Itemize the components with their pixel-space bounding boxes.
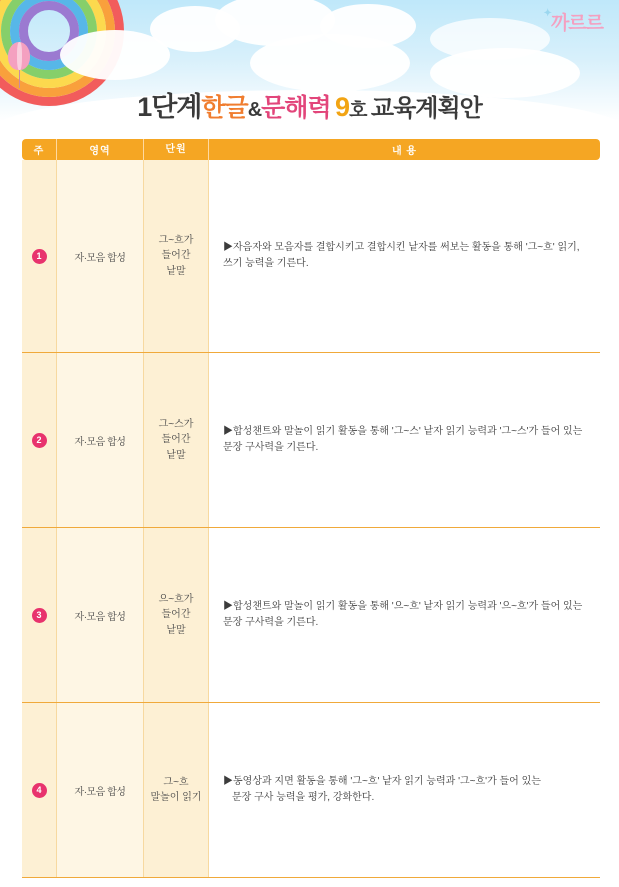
column-header-area: 영역	[57, 139, 144, 160]
week-badge: 2	[32, 433, 47, 448]
title-stage: 1단계	[137, 92, 202, 122]
content-line: ▶합성챈트와 말놀이 읽기 활동을 통해 '으~흐' 낱자 읽기 능력과 '으~흐'가 들어 있는 문장 구사력을 기른다.	[223, 601, 583, 628]
cell-area: 자·모음 합성	[57, 703, 144, 878]
cell-unit: 그~흐가 들어간 낱말	[144, 160, 209, 353]
content-line: ▶자음자와 모음자를 결합시키고 결합시킨 낱자를 써보는 활동을 통해 '그~흐' 읽기, 쓰기 능력을 기른다.	[223, 242, 580, 269]
sparkle-icon: ✦	[543, 8, 551, 19]
title-plan: 교육계획안	[370, 95, 482, 122]
title-hangul: 한글	[201, 94, 248, 122]
education-plan-table-wrapper	[22, 139, 600, 878]
table-row	[22, 353, 600, 528]
title-issue-unit: 호	[349, 100, 367, 121]
cell-content	[209, 160, 601, 353]
cell-week	[22, 528, 57, 703]
table-row	[22, 528, 600, 703]
cell-week	[22, 353, 57, 528]
brand-logo-text: 까르르	[550, 13, 603, 34]
hot-air-balloon-icon	[8, 42, 30, 70]
cloud-shape	[250, 34, 410, 92]
balloon-stripe	[17, 42, 22, 70]
cell-week	[22, 160, 57, 353]
table-row	[22, 160, 600, 353]
cell-content	[209, 703, 601, 878]
cell-week	[22, 703, 57, 878]
table-header-row	[22, 139, 600, 160]
title-amp: &	[247, 99, 262, 121]
cell-area: 자·모음 합성	[57, 528, 144, 703]
cloud-shape	[60, 30, 170, 80]
week-badge: 3	[32, 608, 47, 623]
page-title	[0, 85, 619, 124]
column-header-unit: 단원	[144, 139, 209, 160]
cell-unit: 으~흐가 들어간 낱말	[144, 528, 209, 703]
column-header-content: 내 용	[209, 139, 601, 160]
cell-unit: 그~스가 들어간 낱말	[144, 353, 209, 528]
column-header-week: 주	[22, 139, 57, 160]
table-body	[22, 160, 600, 878]
cell-unit: 그~흐 말놀이 읽기	[144, 703, 209, 878]
brand-logo	[544, 8, 603, 35]
education-plan-table	[22, 139, 600, 878]
title-literacy: 문해력	[261, 94, 331, 122]
content-line: 문장 구사 능력을 평가, 강화한다.	[232, 792, 375, 803]
cell-area: 자·모음 합성	[57, 160, 144, 353]
cell-area: 자·모음 합성	[57, 353, 144, 528]
content-line: ▶합성챈트와 말놀이 읽기 활동을 통해 '그~스' 낱자 읽기 능력과 '그~스'가 들어 있는 문장 구사력을 기른다.	[223, 426, 583, 453]
page-header-banner	[0, 0, 619, 132]
content-line: ▶동영상과 지면 활동을 통해 '그~흐' 낱자 읽기 능력과 '그~흐'가 들어 있는	[223, 776, 541, 787]
table-row	[22, 703, 600, 878]
cell-content	[209, 528, 601, 703]
title-issue-no: 9	[335, 92, 350, 122]
week-badge: 1	[32, 249, 47, 264]
cell-content	[209, 353, 601, 528]
table-header	[22, 139, 600, 160]
week-badge: 4	[32, 783, 47, 798]
